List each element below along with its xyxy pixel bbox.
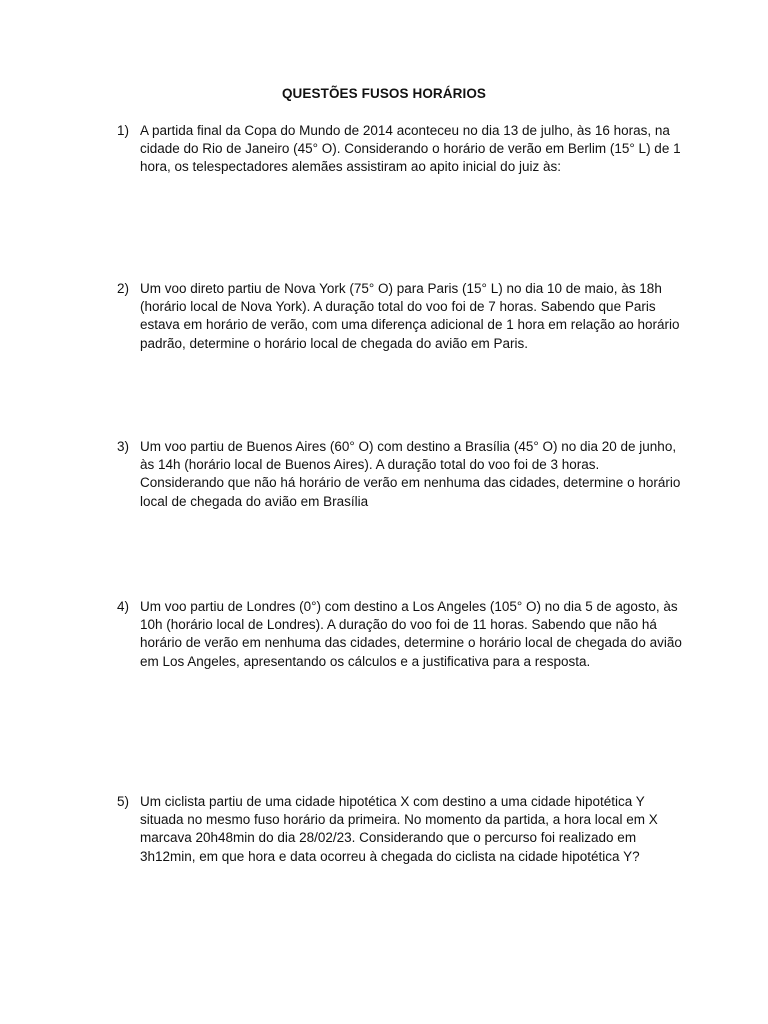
question-4 [117,598,687,671]
document-title: QUESTÕES FUSOS HORÁRIOS [281,86,487,101]
question-1 [117,122,687,177]
question-text: Um voo direto partiu de Nova York (75° O) para Paris (15° L) no dia 10 de maio, às 18h (horário local de Nova York). A duração total do voo foi de 7 horas. Sabendo que Paris estava em horário de verão, com uma diferença adicional de 1 hora em relação ao horário padrão, determine o horário local de chegada do avião em Paris. [140,281,680,351]
question-2 [117,280,687,353]
question-3 [117,438,687,511]
question-number: 1) [117,123,130,138]
question-text: Um voo partiu de Londres (0°) com destino a Los Angeles (105° O) no dia 5 de agosto, às 10h (horário local de Londres). A duração do voo foi de 11 horas. Sabendo que não há horário de verão em nenhuma das cidades, determine o horário local de chegada do avião em Los Angeles, apresentando os cálculos e a justificativa para a resposta. [140,599,682,669]
question-number: 4) [117,599,130,614]
question-text: Um ciclista partiu de uma cidade hipotética X com destino a uma cidade hipotética Y situada no mesmo fuso horário da primeira. No momento da partida, a hora local em X marcava 20h48min do dia 28/02/23. Considerando que o percurso foi realizado em 3h12min, em que hora e data ocorreu à chegada do ciclista na cidade hipotética Y? [140,794,658,864]
question-number: 3) [117,439,130,454]
question-text: A partida final da Copa do Mundo de 2014 aconteceu no dia 13 de julho, às 16 horas, na cidade do Rio de Janeiro (45° O). Considerando o horário de verão em Berlim (15° L) de 1 hora, os telespectadores alemães assistiram ao apito inicial do juiz às: [140,123,681,175]
question-text: Um voo partiu de Buenos Aires (60° O) com destino a Brasília (45° O) no dia 20 de junho, às 14h (horário local de Buenos Aires). A duração total do voo foi de 3 horas. Considerando que não há horário de verão em nenhuma das cidades, determine o horário local de chegada do avião em Brasília [140,439,681,509]
question-5 [117,793,687,866]
question-number: 2) [117,281,130,296]
question-number: 5) [117,794,130,809]
